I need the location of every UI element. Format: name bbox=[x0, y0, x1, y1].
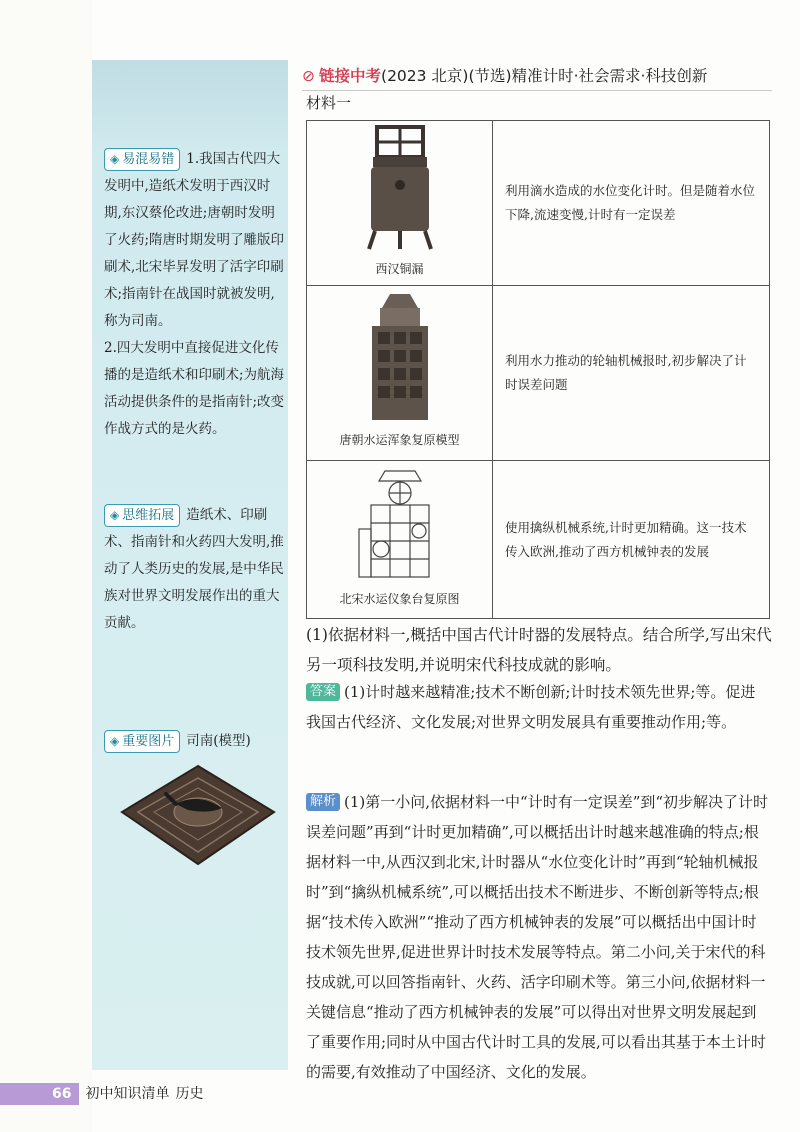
analysis-label: 解析 bbox=[306, 793, 340, 811]
image-caption: 唐朝水运浑象复原模型 bbox=[339, 433, 460, 447]
page-number: 66 bbox=[0, 1083, 79, 1105]
link-icon: ⊘ bbox=[302, 67, 315, 85]
header-divider bbox=[302, 90, 772, 91]
question-1: (1)依据材料一,概括中国古代计时器的发展特点。结合所学,写出宋代另一项科技发明,并说明宋代科技成就的影响。 bbox=[306, 626, 772, 674]
mistake-p2: 2.四大发明中直接促进文化传播的是造纸术和印刷术;为航海活动提供条件的是指南针;改变作战方式的是火药。 bbox=[104, 340, 285, 437]
image-tag: ◈ 重要图片 bbox=[104, 730, 180, 753]
subject: 历史 bbox=[175, 1086, 204, 1102]
mistake-p1: ◈ 易混易错 1.我国古代四大发明中,造纸术发明于西汉时期,东汉蔡伦改进;唐朝时发明了火药;隋唐时期发明了雕版印刷术,北宋毕昇发明了活字印刷术;指南针在战国时就被发明,称为司南。 bbox=[104, 146, 286, 335]
analysis-text: 解析 (1)第一小问,依据材料一中“计时有一定误差”到“初步解决了计时误差问题”再到“计时更加精确”,可以概括出计时越来越准确的特点;根据材料一中,从西汉到北宋,计时器从“水位变化计时”再到“轮轴机械报时”到“擒纵机械系统”,可以概括出技术不断进步、不断创新等特点;根据“技术传入欧洲”“推动了西方机械钟表的发展”可以概括出中国计时技术领先世界,促进世界计时技术发展等特点。第二小问,关于宋代的科技成就,可以回答指南针、火药、活字印刷术等。第三小问,依据材料一关键信息“推动了西方机械钟表的发展”可以得出对世界文明发展起到了重要作用;同时从中国古代计时工具的发展,可以看出其基于本土计时的需要,有效推动了中国经济、文化的发展。 bbox=[306, 793, 769, 1081]
header-title: (2023 北京)(节选)精准计时·社会需求·科技创新 bbox=[381, 67, 708, 85]
page-margin bbox=[0, 0, 92, 1132]
sidebar-fade bbox=[92, 60, 288, 150]
mistake-tag: ◈ 易混易错 bbox=[104, 148, 180, 171]
material-table bbox=[306, 120, 770, 619]
analysis-block bbox=[306, 787, 770, 1087]
image-caption: 司南(模型) bbox=[186, 733, 251, 749]
image-caption: 西汉铜漏 bbox=[375, 262, 424, 276]
image-cell bbox=[307, 461, 493, 619]
material-title: 材料一 bbox=[306, 94, 352, 112]
astronomical-clock-tower-image bbox=[355, 469, 445, 581]
image-cell bbox=[307, 286, 493, 461]
description-cell: 使用擒纵机械系统,计时更加精确。这一技术传入欧洲,推动了西方机械钟表的发展 bbox=[493, 461, 770, 619]
thinking-tag: ◈ 思维拓展 bbox=[104, 504, 180, 527]
answer-label: 答案 bbox=[306, 683, 340, 701]
armillary-tower-image bbox=[360, 294, 440, 422]
thinking-text: ◈ 思维拓展 造纸术、印刷术、指南针和火药四大发明,推动了人类历史的发展,是中华民族对世界文明发展作出的重大贡献。 bbox=[104, 502, 286, 637]
sinan-compass-image bbox=[118, 760, 278, 870]
answer-text: 答案 (1)计时越来越精准;技术不断创新;计时技术领先世界;等。促进我国古代经济、文化发展;对世界文明发展具有重要推动作用;等。 bbox=[306, 683, 756, 731]
page-footer bbox=[0, 1083, 240, 1105]
table-row bbox=[307, 286, 770, 461]
image-box bbox=[104, 728, 286, 755]
section-header bbox=[302, 64, 792, 88]
table-row bbox=[307, 461, 770, 619]
pin-icon: ◈ bbox=[110, 152, 120, 166]
image-caption: 北宋水运仪象台复原图 bbox=[339, 591, 460, 606]
image-cell bbox=[307, 121, 493, 286]
description-cell: 利用水力推动的轮轴机械报时,初步解决了计时误差问题 bbox=[493, 286, 770, 461]
description-cell: 利用滴水造成的水位变化计时。但是随着水位下降,流速变慢,计时有一定误差 bbox=[493, 121, 770, 286]
pin-icon: ◈ bbox=[110, 734, 120, 748]
mistake-box bbox=[104, 146, 286, 443]
book-title: 初中知识清单 bbox=[85, 1086, 170, 1102]
answer-block bbox=[306, 677, 770, 737]
thinking-box bbox=[104, 502, 286, 637]
header-brand: 链接中考 bbox=[319, 67, 382, 85]
clepsydra-image bbox=[365, 125, 435, 251]
table-row bbox=[307, 121, 770, 286]
pin-icon: ◈ bbox=[110, 508, 120, 522]
